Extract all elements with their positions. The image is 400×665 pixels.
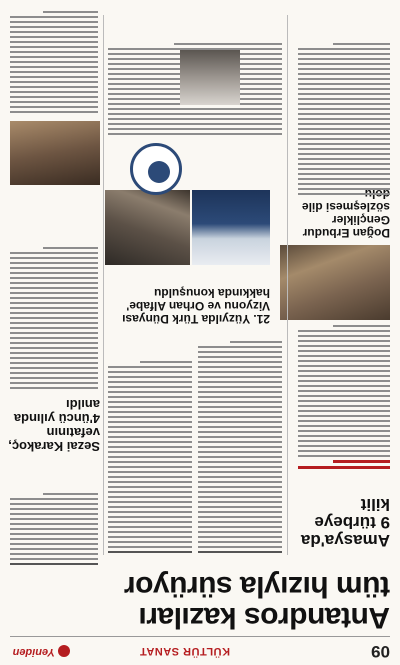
text-line <box>108 431 192 433</box>
text-line <box>10 21 98 23</box>
text-line <box>198 401 282 403</box>
text-line <box>198 496 282 498</box>
text-line <box>108 516 192 518</box>
text-line <box>10 76 98 78</box>
text-line <box>10 272 98 274</box>
middle-article-body-a <box>198 338 282 553</box>
text-line <box>108 541 192 543</box>
text-line <box>10 372 98 374</box>
text-line <box>298 450 390 452</box>
text-line <box>198 431 282 433</box>
text-line <box>298 445 390 447</box>
text-line <box>10 312 98 314</box>
text-line <box>108 436 192 438</box>
right-article-body <box>10 244 98 389</box>
text-line <box>108 551 192 553</box>
text-line <box>198 536 282 538</box>
text-line <box>10 302 98 304</box>
text-line <box>298 158 390 160</box>
text-line <box>10 543 98 545</box>
text-line <box>298 330 390 332</box>
right-article-body-bottom <box>10 8 98 113</box>
text-line <box>10 91 98 93</box>
text-line <box>298 78 390 80</box>
text-line <box>198 511 282 513</box>
text-line <box>198 471 282 473</box>
column-rule <box>287 15 288 555</box>
text-line <box>198 481 282 483</box>
left-article-body <box>298 322 390 469</box>
text-line <box>298 390 390 392</box>
text-line <box>298 430 390 432</box>
center-article-headline: 21. Yüzyılda Türk Dünyası Vizyonu ve Orhan Alfabe' hakkında konuşuldu <box>122 286 270 326</box>
text-line <box>10 257 98 259</box>
text-line <box>298 98 390 100</box>
text-line <box>298 48 390 50</box>
article-photo <box>105 190 190 265</box>
text-line <box>10 317 98 319</box>
text-line <box>10 518 98 520</box>
text-line <box>10 327 98 329</box>
text-line <box>333 460 390 463</box>
text-line <box>10 86 98 88</box>
text-line <box>298 143 390 145</box>
text-line <box>10 347 98 349</box>
text-line <box>10 252 98 254</box>
text-line <box>108 501 192 503</box>
text-line <box>298 123 390 125</box>
text-line <box>298 385 390 387</box>
text-line <box>10 46 98 48</box>
text-line <box>298 53 390 55</box>
text-line <box>10 337 98 339</box>
text-line <box>198 476 282 478</box>
text-line <box>108 526 192 528</box>
text-line <box>10 66 98 68</box>
text-line <box>108 123 282 125</box>
text-line <box>298 375 390 377</box>
text-line <box>108 108 282 110</box>
text-line <box>10 282 98 284</box>
text-line <box>298 355 390 357</box>
text-line <box>43 493 98 495</box>
logo-text: Yeniden <box>12 646 55 658</box>
text-line <box>198 406 282 408</box>
text-line <box>108 536 192 538</box>
text-line <box>298 73 390 75</box>
text-line <box>10 71 98 73</box>
text-line <box>298 118 390 120</box>
text-line <box>198 381 282 383</box>
text-line <box>108 396 192 398</box>
text-line <box>10 357 98 359</box>
text-line <box>43 247 98 249</box>
text-line <box>10 26 98 28</box>
text-line <box>298 466 390 469</box>
text-line <box>108 451 192 453</box>
text-line <box>198 436 282 438</box>
text-line <box>108 446 192 448</box>
text-line <box>10 262 98 264</box>
text-line <box>108 496 192 498</box>
text-line <box>10 342 98 344</box>
text-line <box>10 111 98 113</box>
text-line <box>198 371 282 373</box>
text-line <box>108 416 192 418</box>
text-line <box>198 441 282 443</box>
text-line <box>108 466 192 468</box>
bottom-left-body <box>298 40 390 195</box>
text-line <box>108 391 192 393</box>
text-line <box>298 168 390 170</box>
text-line <box>10 503 98 505</box>
text-line <box>198 346 282 348</box>
text-line <box>174 43 282 45</box>
text-line <box>108 486 192 488</box>
text-line <box>108 491 192 493</box>
text-line <box>198 461 282 463</box>
text-line <box>298 350 390 352</box>
text-line <box>298 93 390 95</box>
text-line <box>298 103 390 105</box>
text-line <box>10 538 98 540</box>
text-line <box>108 128 282 130</box>
text-line <box>108 476 192 478</box>
text-line <box>298 395 390 397</box>
text-line <box>298 380 390 382</box>
text-line <box>10 548 98 550</box>
text-line <box>333 43 390 45</box>
text-line <box>10 528 98 530</box>
text-line <box>333 325 390 327</box>
text-line <box>198 411 282 413</box>
text-line <box>298 128 390 130</box>
text-line <box>108 521 192 523</box>
text-line <box>298 400 390 402</box>
text-line <box>298 153 390 155</box>
text-line <box>10 287 98 289</box>
left-article-headline: Amasya'da 9 türbeye kilit <box>300 495 390 550</box>
right-article-headline: Sezai Karakoç, vefatının 4'üncü yılında anıldı <box>8 397 100 454</box>
bottom-left-headline: Doğan Erbudur Gençlikler sözleşmesi dile <box>301 200 390 240</box>
text-line <box>298 178 390 180</box>
text-line <box>10 16 98 18</box>
text-line <box>298 113 390 115</box>
text-line <box>10 61 98 63</box>
text-line <box>10 322 98 324</box>
page-number: 09 <box>371 642 390 661</box>
text-line <box>298 405 390 407</box>
text-line <box>10 553 98 555</box>
text-line <box>198 361 282 363</box>
text-line <box>198 521 282 523</box>
text-line <box>108 441 192 443</box>
text-line <box>10 558 98 560</box>
text-line <box>108 511 192 513</box>
text-line <box>298 193 390 195</box>
text-line <box>298 420 390 422</box>
emblem-icon <box>130 143 182 195</box>
text-line <box>140 361 192 363</box>
text-line <box>298 133 390 135</box>
text-line <box>10 382 98 384</box>
text-line <box>198 416 282 418</box>
text-line <box>10 498 98 500</box>
text-line <box>108 411 192 413</box>
text-line <box>298 173 390 175</box>
text-line <box>10 36 98 38</box>
text-line <box>298 435 390 437</box>
text-line <box>10 267 98 269</box>
text-line <box>298 425 390 427</box>
text-line <box>108 386 192 388</box>
text-line <box>108 461 192 463</box>
text-line <box>198 506 282 508</box>
text-line <box>298 63 390 65</box>
text-line <box>298 360 390 362</box>
text-line <box>198 486 282 488</box>
text-line <box>10 533 98 535</box>
text-line <box>298 83 390 85</box>
text-line <box>298 108 390 110</box>
text-line <box>10 332 98 334</box>
text-line <box>10 96 98 98</box>
text-line <box>108 406 192 408</box>
text-line <box>198 456 282 458</box>
text-line <box>198 351 282 353</box>
text-line <box>298 88 390 90</box>
text-line <box>108 401 192 403</box>
text-line <box>198 451 282 453</box>
text-line <box>10 367 98 369</box>
text-line <box>198 366 282 368</box>
text-line <box>10 508 98 510</box>
main-headline: Antandros kazıları tüm hızıyla sürüyor <box>124 570 390 634</box>
text-line <box>198 546 282 548</box>
text-line <box>298 340 390 342</box>
text-line <box>198 531 282 533</box>
text-line <box>10 377 98 379</box>
text-line <box>10 101 98 103</box>
emblem-center <box>148 161 170 183</box>
text-line <box>10 56 98 58</box>
text-line <box>10 277 98 279</box>
text-line <box>10 563 98 565</box>
text-line <box>298 188 390 190</box>
text-line <box>230 341 282 343</box>
text-line <box>298 163 390 165</box>
text-line <box>298 68 390 70</box>
text-line <box>108 118 282 120</box>
text-line <box>10 31 98 33</box>
text-line <box>108 531 192 533</box>
text-line <box>298 365 390 367</box>
text-line <box>10 387 98 389</box>
text-line <box>10 513 98 515</box>
text-line <box>298 183 390 185</box>
text-line <box>198 491 282 493</box>
text-line <box>10 352 98 354</box>
text-line <box>298 415 390 417</box>
text-line <box>10 362 98 364</box>
text-line <box>298 455 390 457</box>
text-line <box>198 466 282 468</box>
text-line <box>10 41 98 43</box>
text-line <box>108 376 192 378</box>
text-line <box>10 51 98 53</box>
text-line <box>198 426 282 428</box>
article-photo <box>280 245 390 320</box>
text-line <box>198 551 282 553</box>
text-line <box>198 516 282 518</box>
text-line <box>10 307 98 309</box>
header-rule <box>10 636 390 637</box>
text-line <box>108 366 192 368</box>
text-line <box>298 410 390 412</box>
text-line <box>198 391 282 393</box>
text-line <box>108 546 192 548</box>
text-line <box>43 11 98 13</box>
text-line <box>108 506 192 508</box>
text-line <box>10 81 98 83</box>
text-line <box>198 386 282 388</box>
text-line <box>108 421 192 423</box>
text-line <box>298 370 390 372</box>
text-line <box>298 148 390 150</box>
text-line <box>298 345 390 347</box>
newspaper-logo <box>10 640 70 660</box>
text-line <box>298 335 390 337</box>
text-line <box>108 113 282 115</box>
text-line <box>108 456 192 458</box>
text-line <box>298 440 390 442</box>
column-rule <box>103 15 104 555</box>
text-line <box>198 376 282 378</box>
middle-article-body-b <box>108 358 192 553</box>
text-line <box>298 58 390 60</box>
text-line <box>198 396 282 398</box>
text-line <box>10 106 98 108</box>
section-name: KÜLTÜR SANAT <box>139 645 230 657</box>
text-line <box>198 421 282 423</box>
text-line <box>10 292 98 294</box>
article-photo <box>180 50 240 105</box>
portrait-photo <box>10 121 100 185</box>
text-line <box>108 371 192 373</box>
text-line <box>198 501 282 503</box>
text-line <box>198 356 282 358</box>
text-line <box>298 138 390 140</box>
text-line <box>108 381 192 383</box>
text-line <box>10 523 98 525</box>
text-line <box>108 481 192 483</box>
text-line <box>198 446 282 448</box>
text-line <box>108 471 192 473</box>
text-line <box>108 133 282 135</box>
text-line <box>108 426 192 428</box>
text-line <box>10 297 98 299</box>
right-article-body-top <box>10 490 98 565</box>
logo-mark-icon <box>58 645 70 657</box>
text-line <box>198 541 282 543</box>
text-line <box>198 526 282 528</box>
article-photo <box>192 190 270 265</box>
